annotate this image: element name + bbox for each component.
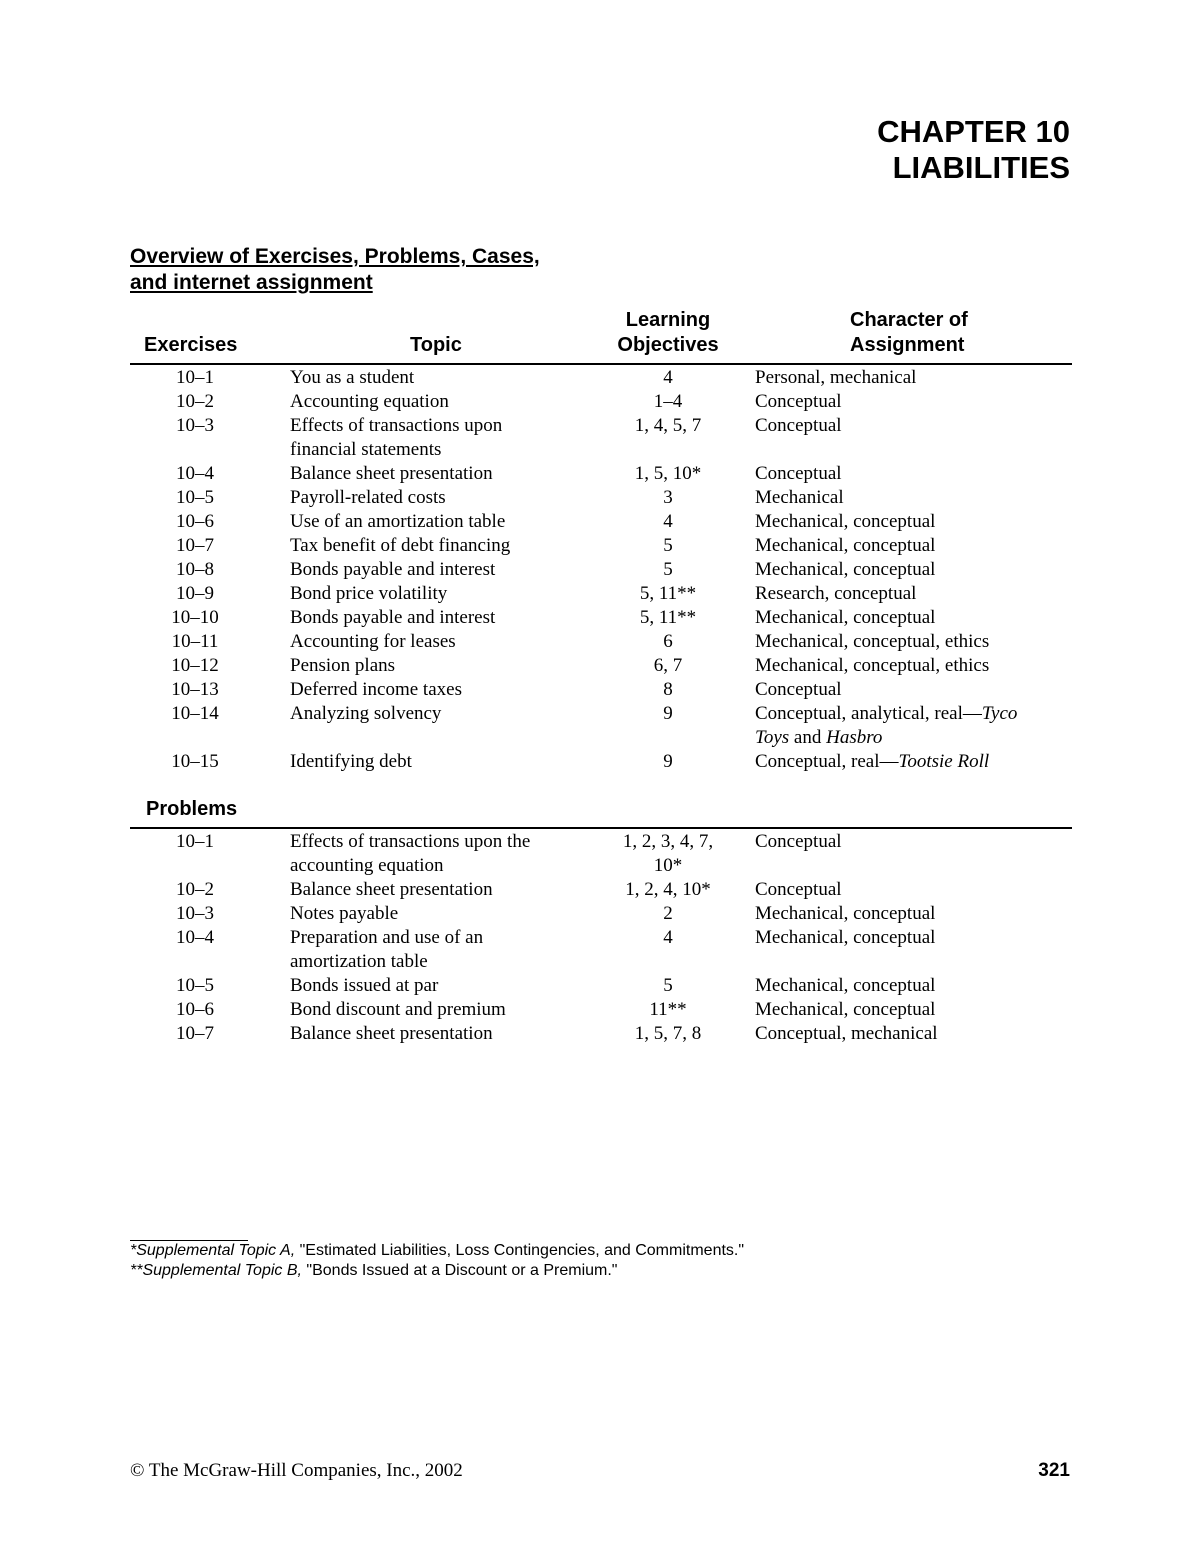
learning-objectives-cell: [608, 366, 728, 390]
column-header-learning: Learning: [625, 309, 711, 331]
character-line: Conceptual, mechanical: [755, 1023, 938, 1044]
table-row: [130, 414, 1072, 462]
table-column-headers: [130, 308, 1072, 361]
table-row: [130, 1022, 1072, 1046]
learning-objectives-line: 8: [663, 679, 673, 700]
learning-objectives-line: 6: [663, 631, 673, 652]
character-line: Conceptual: [755, 391, 842, 412]
item-number: 10–12: [171, 655, 219, 676]
character-cell: [755, 926, 1075, 950]
topic-cell: [290, 630, 590, 654]
topic-cell: [290, 486, 590, 510]
character-cell: [755, 558, 1075, 582]
learning-objectives-line: 9: [663, 703, 673, 724]
topic-cell: [290, 702, 590, 726]
topic-cell: [290, 510, 590, 534]
character-line: Conceptual: [755, 679, 842, 700]
item-number: 10–4: [176, 927, 214, 948]
topic-line: Tax benefit of debt financing: [290, 535, 511, 556]
topic-cell: [290, 390, 590, 414]
learning-objectives-line: 4: [663, 511, 673, 532]
chapter-number: CHAPTER 10: [877, 114, 1070, 149]
character-line: Toys and Hasbro: [755, 727, 883, 748]
item-number: 10–5: [176, 487, 214, 508]
character-line: Personal, mechanical: [755, 367, 917, 388]
learning-objectives-cell: [608, 654, 728, 678]
item-number: 10–2: [176, 879, 214, 900]
character-cell: [755, 678, 1075, 702]
topic-line: Effects of transactions upon: [290, 415, 503, 436]
learning-objectives-line: 1–4: [653, 391, 683, 412]
header-rule: [130, 363, 1072, 365]
learning-objectives-cell: [608, 558, 728, 582]
item-number: 10–7: [176, 1023, 214, 1044]
topic-line: financial statements: [290, 439, 442, 460]
character-cell: [755, 534, 1075, 558]
character-cell: [755, 366, 1075, 390]
page-number: 321: [1038, 1460, 1070, 1481]
topic-cell: [290, 830, 590, 878]
character-line: Mechanical, conceptual: [755, 999, 936, 1020]
problems-label: Problems: [146, 798, 238, 820]
learning-objectives-cell: [608, 606, 728, 630]
learning-objectives-line: 4: [663, 367, 673, 388]
learning-objectives-line: 5, 11**: [639, 583, 697, 604]
table-row: [130, 558, 1072, 582]
table-row: [130, 926, 1072, 974]
topic-line: Identifying debt: [290, 751, 412, 772]
character-cell: [755, 462, 1075, 486]
character-cell: [755, 582, 1075, 606]
item-number: 10–13: [171, 679, 219, 700]
character-line: Mechanical, conceptual: [755, 975, 936, 996]
learning-objectives-cell: [608, 702, 728, 726]
table-row: [130, 366, 1072, 390]
character-line: Mechanical: [755, 487, 844, 508]
table-row: [130, 534, 1072, 558]
character-cell: [755, 606, 1075, 630]
topic-cell: [290, 462, 590, 486]
character-cell: [755, 878, 1075, 902]
item-number: 10–1: [176, 367, 214, 388]
learning-objectives-cell: [608, 678, 728, 702]
learning-objectives-line: 5: [663, 975, 673, 996]
character-cell: [755, 630, 1075, 654]
topic-line: Deferred income taxes: [290, 679, 462, 700]
topic-line: amortization table: [290, 951, 428, 972]
overview-title-line-1: Overview of Exercises, Problems, Cases,: [130, 245, 540, 268]
item-number: 10–10: [171, 607, 219, 628]
footnote-topic-a-label: *Supplemental Topic A,: [130, 1242, 296, 1259]
learning-objectives-cell: [608, 510, 728, 534]
topic-line: accounting equation: [290, 855, 444, 876]
topic-cell: [290, 926, 590, 974]
topic-line: Use of an amortization table: [290, 511, 506, 532]
topic-line: Bonds issued at par: [290, 975, 439, 996]
topic-cell: [290, 998, 590, 1022]
topic-line: Effects of transactions upon the: [290, 831, 531, 852]
item-number: 10–3: [176, 903, 214, 924]
learning-objectives-cell: [608, 1022, 728, 1046]
table-row: [130, 654, 1072, 678]
item-number: 10–9: [176, 583, 214, 604]
topic-cell: [290, 366, 590, 390]
topic-line: Balance sheet presentation: [290, 463, 493, 484]
item-number: 10–2: [176, 391, 214, 412]
table-row: [130, 510, 1072, 534]
learning-objectives-line: 5: [663, 535, 673, 556]
topic-line: Notes payable: [290, 903, 399, 924]
topic-line: Analyzing solvency: [290, 703, 442, 724]
exercises-table: [130, 366, 1072, 774]
character-cell: [755, 902, 1075, 926]
item-number: 10–3: [176, 415, 214, 436]
topic-cell: [290, 654, 590, 678]
learning-objectives-cell: [608, 462, 728, 486]
learning-objectives-cell: [608, 974, 728, 998]
item-number: 10–6: [176, 999, 214, 1020]
learning-objectives-cell: [608, 582, 728, 606]
item-number: 10–7: [176, 535, 214, 556]
character-cell: [755, 830, 1075, 854]
learning-objectives-line: 5: [663, 559, 673, 580]
chapter-title: LIABILITIES: [892, 150, 1070, 185]
character-line: Mechanical, conceptual: [755, 927, 936, 948]
item-number: 10–6: [176, 511, 214, 532]
topic-cell: [290, 750, 590, 774]
topic-cell: [290, 582, 590, 606]
learning-objectives-cell: [608, 414, 728, 438]
item-number: 10–5: [176, 975, 214, 996]
column-header-topic: Topic: [410, 334, 462, 356]
copyright: © The McGraw-Hill Companies, Inc., 2002: [130, 1460, 463, 1481]
character-line: Mechanical, conceptual: [755, 903, 936, 924]
character-line: Mechanical, conceptual: [755, 511, 936, 532]
character-cell: [755, 390, 1075, 414]
character-line: Conceptual: [755, 831, 842, 852]
table-row: [130, 702, 1072, 750]
footnote-topic-a: [130, 1241, 744, 1261]
topic-line: Payroll-related costs: [290, 487, 446, 508]
column-header-exercises: Exercises: [144, 334, 238, 356]
footnote-topic-b: [130, 1261, 744, 1281]
topic-cell: [290, 1022, 590, 1046]
table-row: [130, 750, 1072, 774]
footnotes: [130, 1241, 744, 1281]
column-header-objectives: Objectives: [617, 334, 719, 356]
character-line: Mechanical, conceptual: [755, 535, 936, 556]
topic-line: Bond price volatility: [290, 583, 448, 604]
topic-line: Pension plans: [290, 655, 396, 676]
table-row: [130, 878, 1072, 902]
problems-rule: [130, 827, 1072, 829]
overview-title-line-2: and internet assignment: [130, 271, 373, 294]
learning-objectives-line: 5, 11**: [639, 607, 697, 628]
learning-objectives-cell: [608, 750, 728, 774]
learning-objectives-cell: [608, 830, 728, 878]
topic-cell: [290, 878, 590, 902]
overview-title: [130, 244, 540, 296]
topic-line: Bonds payable and interest: [290, 559, 496, 580]
learning-objectives-line: 1, 2, 3, 4, 7,: [622, 831, 714, 852]
character-line: Mechanical, conceptual: [755, 559, 936, 580]
item-number: 10–15: [171, 751, 219, 772]
learning-objectives-line: 1, 4, 5, 7: [634, 415, 702, 436]
character-line: Mechanical, conceptual: [755, 607, 936, 628]
learning-objectives-cell: [608, 926, 728, 950]
learning-objectives-line: 4: [663, 927, 673, 948]
learning-objectives-line: 1, 5, 10*: [634, 463, 702, 484]
table-row: [130, 462, 1072, 486]
learning-objectives-line: 1, 2, 4, 10*: [625, 879, 711, 900]
topic-cell: [290, 558, 590, 582]
column-header-assignment: Assignment: [850, 334, 965, 356]
character-line: Conceptual, analytical, real—Tyco: [755, 703, 1018, 724]
item-number: 10–11: [171, 631, 219, 652]
table-row: [130, 582, 1072, 606]
topic-line: Preparation and use of an: [290, 927, 484, 948]
learning-objectives-line: 1, 5, 7, 8: [634, 1023, 702, 1044]
learning-objectives-cell: [608, 534, 728, 558]
table-row: [130, 830, 1072, 878]
item-number: 10–4: [176, 463, 214, 484]
table-row: [130, 998, 1072, 1022]
character-line: Conceptual: [755, 463, 842, 484]
character-cell: [755, 702, 1075, 750]
topic-line: Balance sheet presentation: [290, 1023, 493, 1044]
character-cell: [755, 998, 1075, 1022]
character-cell: [755, 654, 1075, 678]
problems-table: [130, 830, 1072, 1046]
character-cell: [755, 510, 1075, 534]
topic-cell: [290, 974, 590, 998]
table-row: [130, 630, 1072, 654]
item-number: 10–8: [176, 559, 214, 580]
character-cell: [755, 1022, 1075, 1046]
column-header-character: Character of: [850, 309, 968, 331]
table-row: [130, 486, 1072, 510]
topic-cell: [290, 534, 590, 558]
topic-cell: [290, 414, 590, 462]
learning-objectives-line: 2: [663, 903, 673, 924]
topic-line: Balance sheet presentation: [290, 879, 493, 900]
footnote-topic-a-text: "Estimated Liabilities, Loss Contingencies, and Commitments.": [295, 1242, 745, 1259]
footnote-topic-b-text: "Bonds Issued at a Discount or a Premium.": [301, 1262, 618, 1279]
character-cell: [755, 486, 1075, 510]
topic-cell: [290, 902, 590, 926]
learning-objectives-line: 9: [663, 751, 673, 772]
table-row: [130, 902, 1072, 926]
character-line: Mechanical, conceptual, ethics: [755, 631, 990, 652]
learning-objectives-line: 3: [663, 487, 673, 508]
learning-objectives-cell: [608, 998, 728, 1022]
table-row: [130, 606, 1072, 630]
character-cell: [755, 974, 1075, 998]
character-line: Research, conceptual: [755, 583, 917, 604]
topic-cell: [290, 606, 590, 630]
learning-objectives-line: 10*: [653, 855, 683, 876]
learning-objectives-cell: [608, 486, 728, 510]
character-line: Conceptual: [755, 879, 842, 900]
topic-cell: [290, 678, 590, 702]
topic-line: Bonds payable and interest: [290, 607, 496, 628]
topic-line: Accounting for leases: [290, 631, 456, 652]
learning-objectives-line: 11**: [649, 999, 687, 1020]
character-cell: [755, 414, 1075, 438]
table-row: [130, 390, 1072, 414]
learning-objectives-cell: [608, 630, 728, 654]
footnote-topic-b-label: **Supplemental Topic B,: [130, 1262, 302, 1279]
item-number: 10–14: [171, 703, 219, 724]
character-line: Conceptual: [755, 415, 842, 436]
chapter-heading: [877, 114, 1070, 186]
learning-objectives-cell: [608, 390, 728, 414]
item-number: 10–1: [176, 831, 214, 852]
topic-line: You as a student: [290, 367, 415, 388]
learning-objectives-cell: [608, 878, 728, 902]
learning-objectives-line: 6, 7: [653, 655, 683, 676]
topic-line: Bond discount and premium: [290, 999, 506, 1020]
table-row: [130, 974, 1072, 998]
character-cell: [755, 750, 1075, 774]
character-line: Mechanical, conceptual, ethics: [755, 655, 990, 676]
table-row: [130, 678, 1072, 702]
character-line: Conceptual, real—Tootsie Roll: [755, 751, 990, 772]
learning-objectives-cell: [608, 902, 728, 926]
topic-line: Accounting equation: [290, 391, 449, 412]
